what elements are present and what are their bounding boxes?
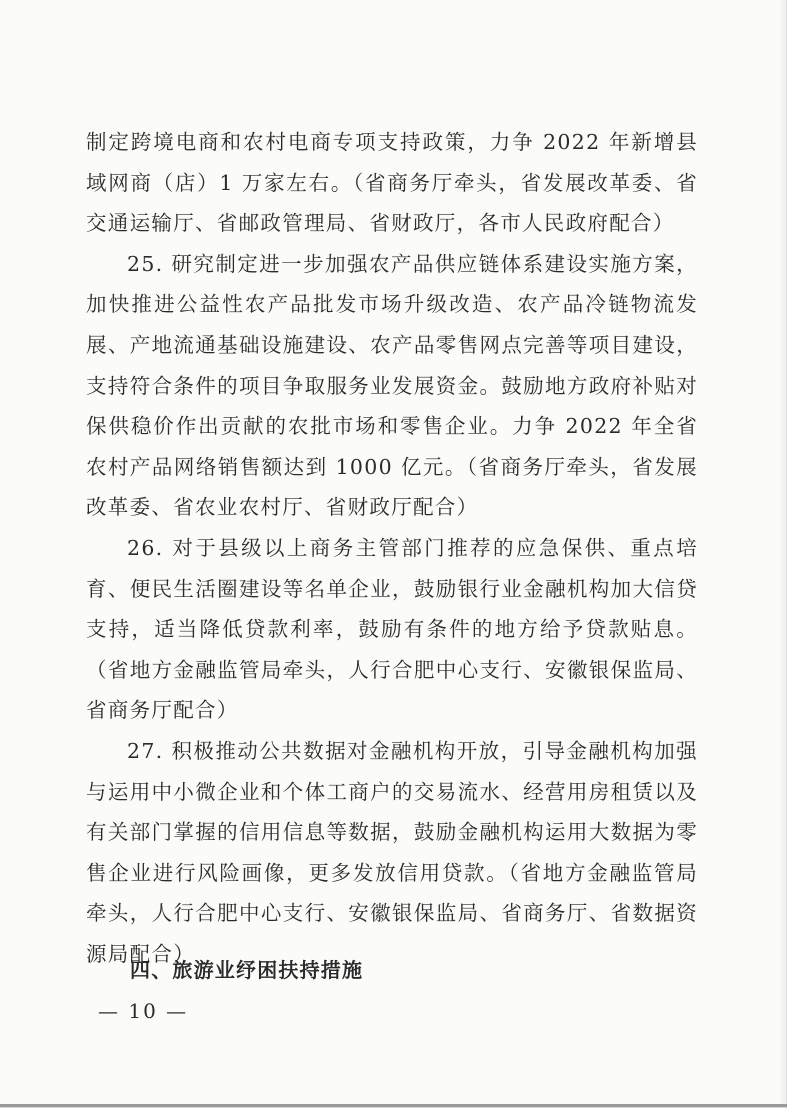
paragraph-continuation: 制定跨境电商和农村电商专项支持政策，力争 2022 年新增县域网商（店）1 万家左右。（省商务厅牵头，省发展改革委、省交通运输厅、省邮政管理局、省财政厅，各市人民政府配合） xyxy=(86,130,698,236)
paragraph-item-26: 26. 对于县级以上商务主管部门推荐的应急保供、重点培育、便民生活圈建设等名单企业，鼓励银行业金融机构加大信贷支持，适当降低贷款利率，鼓励有条件的地方给予贷款贴息。（省地方金融监管局牵头，人行合肥中心支行、安徽银保监局、省商务厅配合） xyxy=(86,535,698,723)
paragraph-item-27: 27. 积极推动公共数据对金融机构开放，引导金融机构加强与运用中小微企业和个体工商户的交易流水、经营用房租赁以及有关部门掌握的信用信息等数据，鼓励金融机构运用大数据为零售企业进行风险画像，更多发放信用贷款。（省地方金融监管局牵头，人行合肥中心支行、安徽银保监局、省商务厅、省数据资源局配合） xyxy=(86,738,698,966)
body-text xyxy=(86,122,698,974)
page-bottom-edge xyxy=(0,1104,787,1107)
section-heading: 四、旅游业纾困扶持措施 xyxy=(130,958,364,982)
scan-edge-shadow xyxy=(778,0,786,1108)
page-number: — 10 — xyxy=(98,999,189,1023)
paragraph-item-25: 25. 研究制定进一步加强农产品供应链体系建设实施方案，加快推进公益性农产品批发市场升级改造、农产品冷链物流发展、产地流通基础设施建设、农产品零售网点完善等项目建设，支持符合条件的项目争取服务业发展资金。鼓励地方政府补贴对保供稳价作出贡献的农批市场和零售企业。力争 2022 年全省农村产品网络销售额达到 1000 亿元。（省商务厅牵头，省发展改革委、省农业农村厅、省财政厅配合） xyxy=(86,251,698,520)
